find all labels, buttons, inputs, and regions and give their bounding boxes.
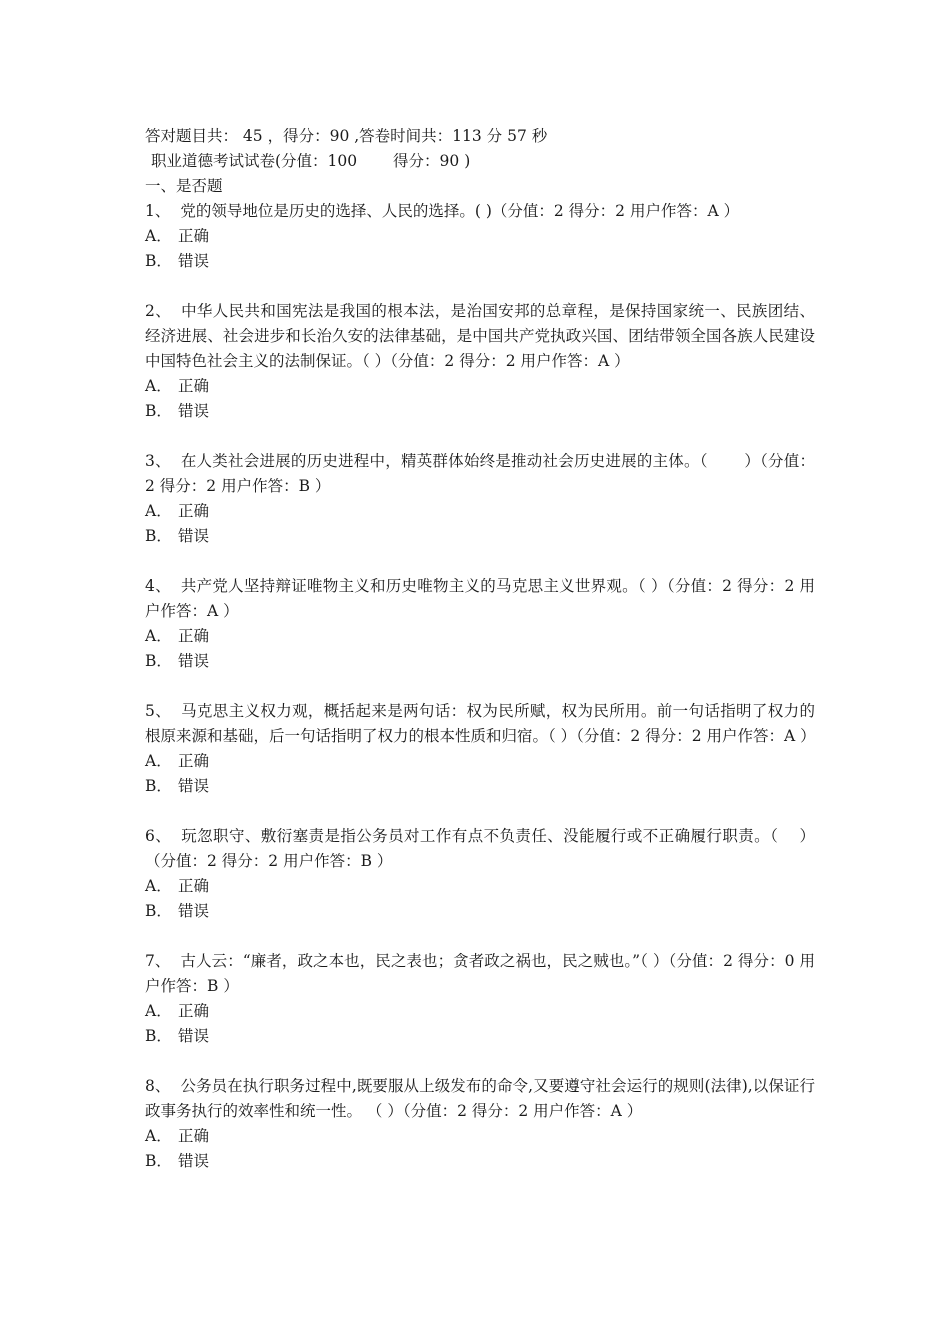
option-key: A． [145,627,172,645]
section-title: 一、是否题 [145,177,223,195]
question-body: 在人类社会进展的历史进程中，精英群体始终是推动社会历史进展的主体。（ ）（分值：2 得分：2 用户作答：B ） [145,452,815,495]
option-key: A． [145,1002,172,1020]
option-label: 错误 [178,1027,210,1045]
answer-option [145,524,815,549]
question-item [145,199,815,274]
answer-option [145,1024,815,1049]
exam-summary: 答对题目共： 45 ，得分：90 ,答卷时间共：113 分 57 秒 [145,127,548,145]
option-key: A． [145,1127,172,1145]
option-key: A． [145,502,172,520]
answer-option [145,999,815,1024]
answer-option [145,899,815,924]
question-item [145,824,815,924]
question-item [145,699,815,799]
answer-option [145,224,815,249]
question-item [145,574,815,674]
question-body: 马克思主义权力观，概括起来是两句话：权为民所赋，权为民所用。前一句话指明了权力的根原来源和基础，后一句话指明了权力的根本性质和归宿。（ ）（分值：2 得分：2 用户作答：A ） [145,702,816,745]
question-text [145,699,815,749]
question-body: 共产党人坚持辩证唯物主义和历史唯物主义的马克思主义世界观。（ ）（分值：2 得分：2 用户作答：A ） [145,577,815,620]
answer-option [145,624,815,649]
option-label: 错误 [178,652,210,670]
option-label: 正确 [178,227,210,245]
answer-option [145,1149,815,1174]
question-text [145,574,815,624]
exam-title: 职业道德考试试卷(分值：100 得分：90 ) [151,152,471,170]
option-label: 正确 [178,752,210,770]
question-body: 党的领导地位是历史的选择、人民的选择。( )（分值：2 得分：2 用户作答：A ） [180,202,740,220]
option-label: 错误 [178,527,210,545]
question-text [145,824,815,874]
question-body: 中华人民共和国宪法是我国的根本法，是治国安邦的总章程，是保持国家统一、民族团结、经济进展、社会进步和长治久安的法律基础，是中国共产党执政兴国、团结带领全国各族人民建设中国特色社会主义的法制保证。（ ）（分值：2 得分：2 用户作答：A ） [145,302,815,370]
exam-document [145,124,815,1199]
answer-option [145,249,815,274]
question-number: 8、 [145,1077,171,1095]
question-text [145,449,815,499]
answer-option [145,1124,815,1149]
option-key: B． [145,1152,172,1170]
question-text [145,299,815,374]
option-key: B． [145,777,172,795]
option-label: 正确 [178,502,210,520]
option-label: 正确 [178,627,210,645]
option-key: B． [145,652,172,670]
option-label: 错误 [178,777,210,795]
question-text [145,949,815,999]
question-body: 古人云：“廉者，政之本也，民之表也；贪者政之祸也，民之贼也。”（ ）（分值：2 得分：0 用户作答：B ） [145,952,815,995]
answer-option [145,749,815,774]
option-key: A． [145,227,172,245]
answer-option [145,399,815,424]
question-item [145,299,815,424]
option-label: 错误 [178,402,210,420]
question-text [145,1074,815,1124]
option-key: B． [145,252,172,270]
question-item [145,949,815,1049]
question-number: 4、 [145,577,171,595]
option-label: 正确 [178,877,210,895]
question-number: 7、 [145,952,171,970]
question-number: 6、 [145,827,172,845]
answer-option [145,374,815,399]
answer-option [145,774,815,799]
question-body: 公务员在执行职务过程中,既要服从上级发布的命令,又要遵守社会运行的规则(法律),以保证行政事务执行的效率性和统一性。 （ ）（分值：2 得分：2 用户作答：A ） [145,1077,815,1120]
question-list [145,199,815,1174]
option-key: B． [145,902,172,920]
option-key: B． [145,527,172,545]
question-number: 1、 [145,202,171,220]
answer-option [145,874,815,899]
question-number: 5、 [145,702,172,720]
option-label: 正确 [178,1127,210,1145]
answer-option [145,649,815,674]
option-key: B． [145,1027,172,1045]
option-label: 正确 [178,377,210,395]
question-number: 2、 [145,302,172,320]
option-key: A． [145,877,172,895]
question-item [145,449,815,549]
question-body: 玩忽职守、敷衍塞责是指公务员对工作有点不负责任、没能履行或不正确履行职责。（ ）（分值：2 得分：2 用户作答：B ） [145,827,815,870]
option-label: 正确 [178,1002,210,1020]
question-text [145,199,815,224]
question-item [145,1074,815,1174]
option-label: 错误 [178,902,210,920]
answer-option [145,499,815,524]
option-label: 错误 [178,252,210,270]
option-key: A． [145,752,172,770]
option-key: B． [145,402,172,420]
question-number: 3、 [145,452,171,470]
option-key: A． [145,377,172,395]
option-label: 错误 [178,1152,210,1170]
